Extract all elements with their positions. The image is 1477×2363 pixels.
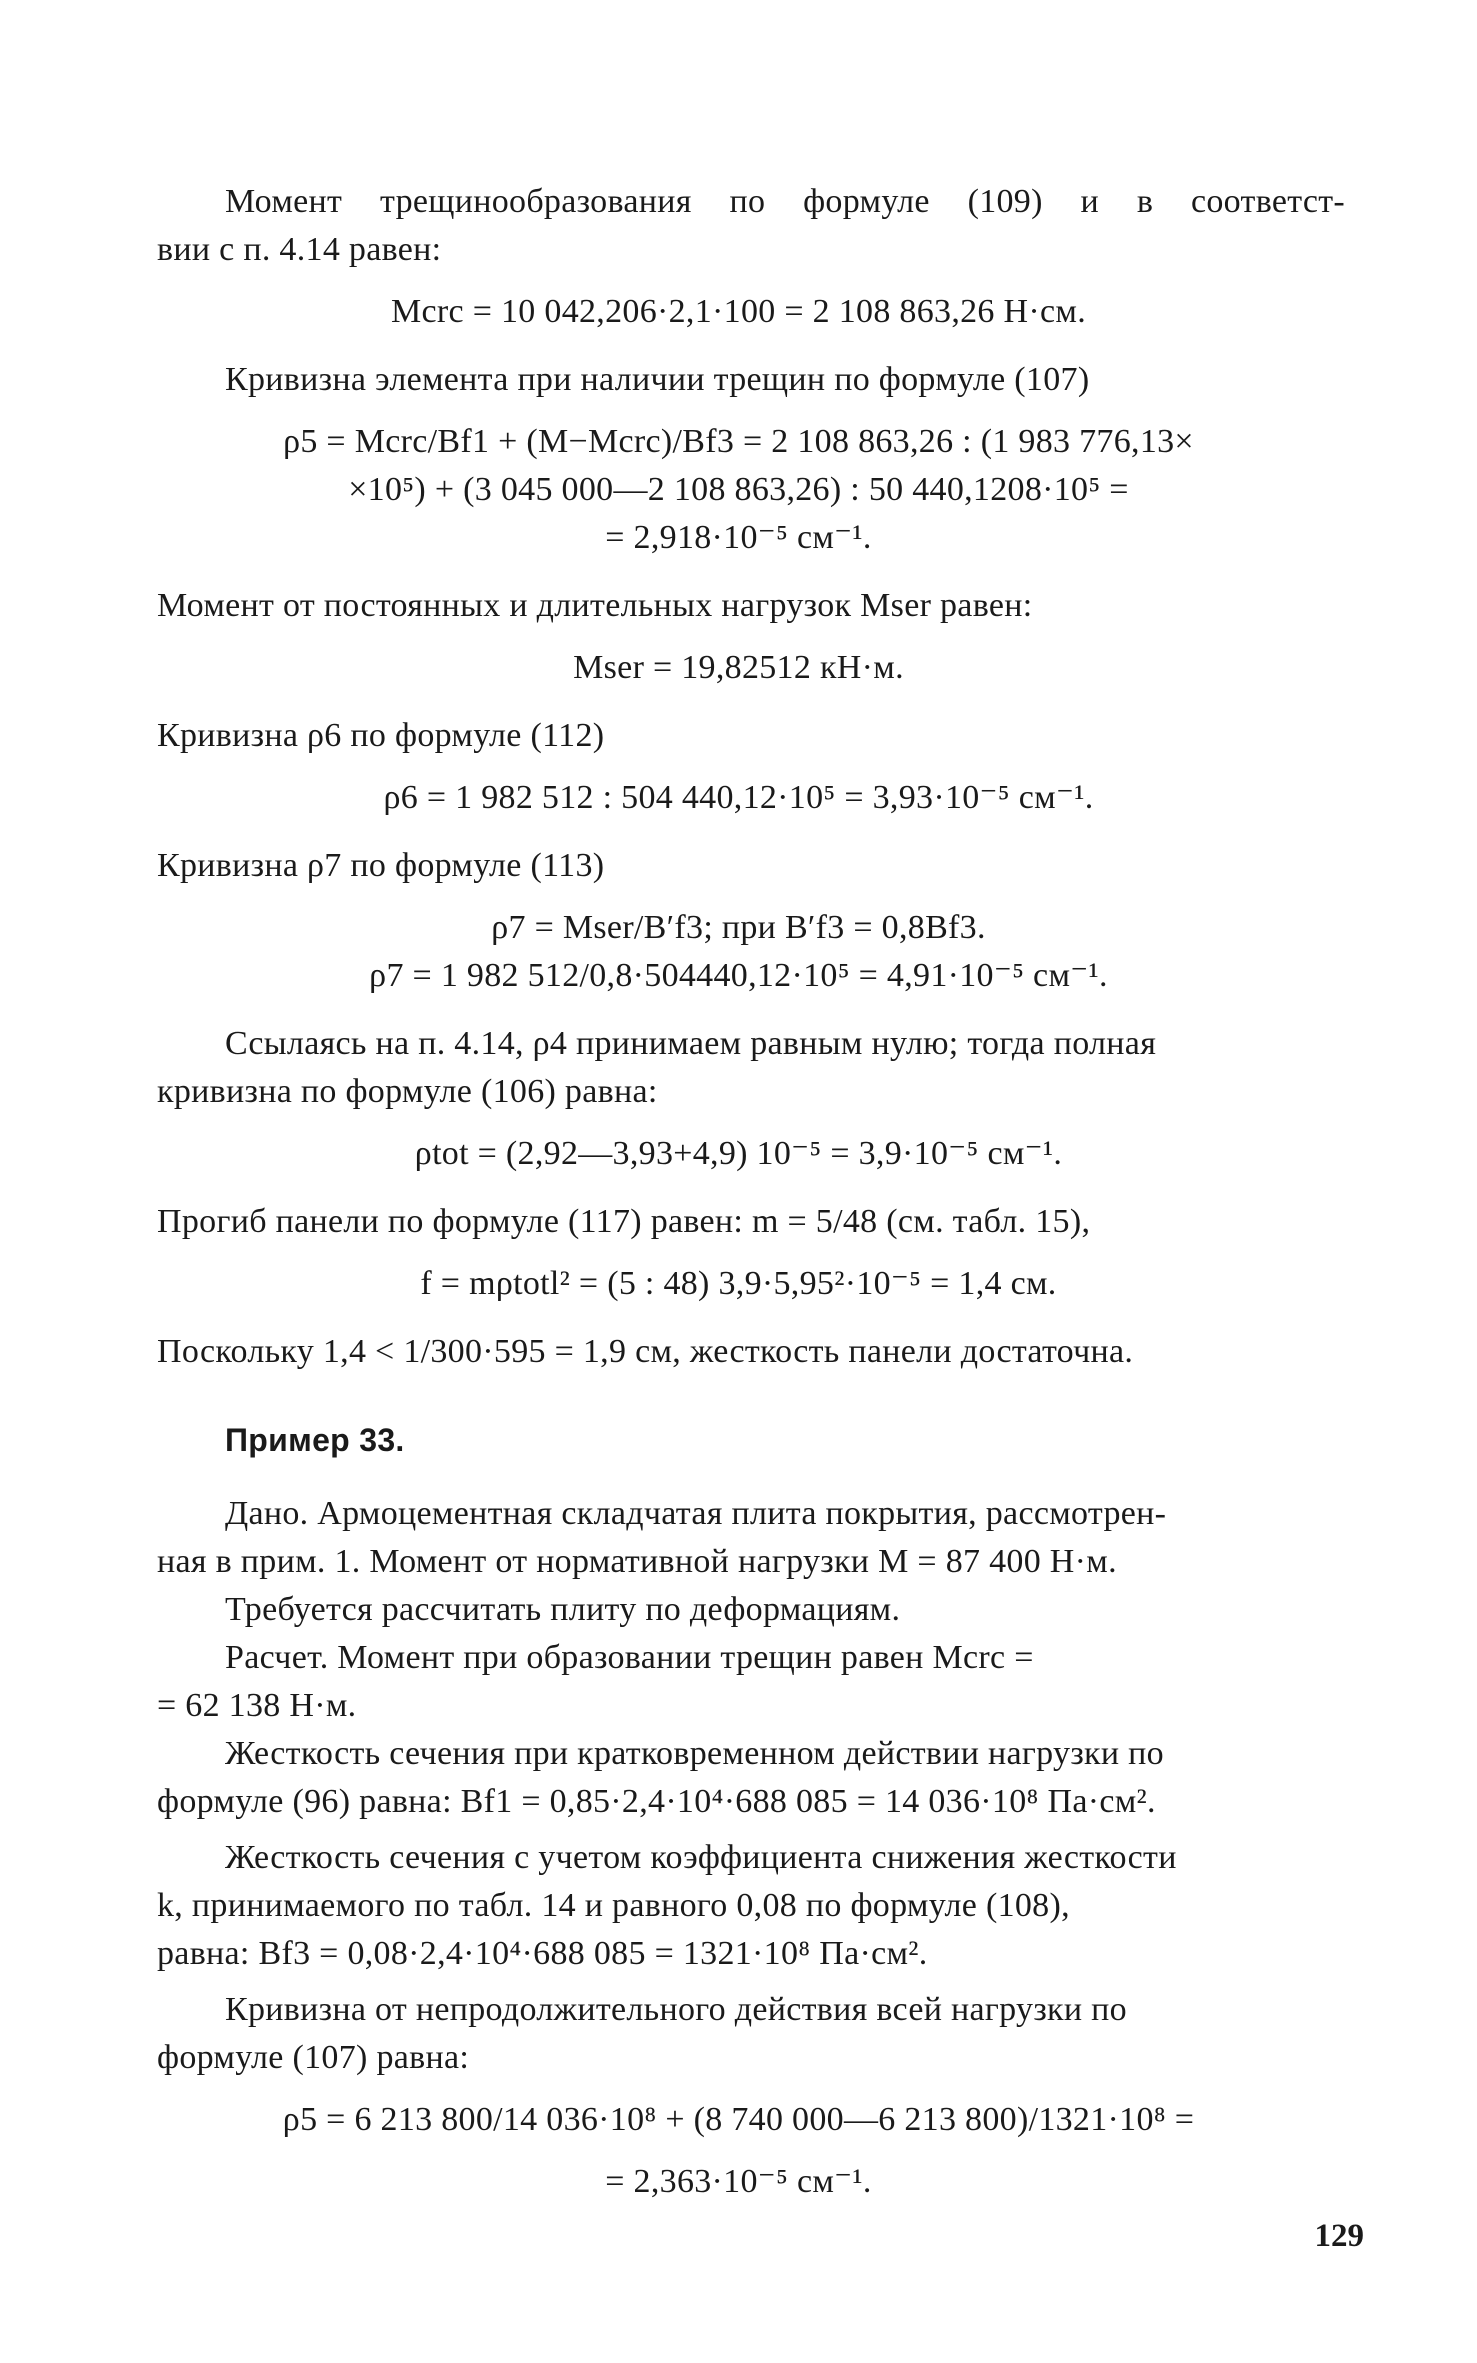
formula: ρ7 = 1 982 512/0,8·504440,12·10⁵ = 4,91·10⁻⁵ см⁻¹.	[369, 957, 1108, 994]
text-line: Кривизна от непродолжительного действия всей нагрузки по	[225, 1991, 1127, 2028]
text-line: Кривизна ρ6 по формуле (112)	[157, 717, 605, 754]
text-line: k, принимаемого по табл. 14 и равного 0,08 по формуле (108),	[157, 1887, 1070, 1924]
text-line: формуле (96) равна: Bf1 = 0,85·2,4·10⁴·688 085 = 14 036·10⁸ Па·см².	[157, 1783, 1156, 1820]
formula: ρ5 = Mcrc/Bf1 + (M−Mcrc)/Bf3 = 2 108 863,26 : (1 983 776,13×	[283, 423, 1194, 460]
text-line: Жесткость сечения при кратковременном действии нагрузки по	[225, 1735, 1164, 1772]
page-number: 129	[1314, 2218, 1364, 2254]
text-line: Прогиб панели по формуле (117) равен: m = 5/48 (см. табл. 15),	[157, 1203, 1091, 1240]
text-line: Кривизна ρ7 по формуле (113)	[157, 847, 605, 884]
formula: ρ5 = 6 213 800/14 036·10⁸ + (8 740 000—6 213 800)/1321·10⁸ =	[282, 2101, 1195, 2138]
formula: = 2,918·10⁻⁵ см⁻¹.	[605, 519, 872, 556]
text-line: Поскольку 1,4 < 1/300·595 = 1,9 см, жесткость панели достаточна.	[157, 1333, 1134, 1370]
text-line: Требуется рассчитать плиту по деформациям.	[225, 1591, 901, 1628]
formula: ρ7 = Mser/B′f3; при B′f3 = 0,8Bf3.	[491, 909, 986, 946]
text-line: Момент от постоянных и длительных нагрузок Mser равен:	[157, 587, 1033, 624]
text-line: ная в прим. 1. Момент от нормативной нагрузки M = 87 400 Н·м.	[157, 1543, 1117, 1580]
text-line: Дано. Армоцементная складчатая плита покрытия, рассмотрен-	[225, 1495, 1167, 1532]
formula: = 2,363·10⁻⁵ см⁻¹.	[605, 2163, 872, 2200]
formula: ρ6 = 1 982 512 : 504 440,12·10⁵ = 3,93·10⁻⁵ см⁻¹.	[383, 779, 1094, 816]
text-line: равна: Bf3 = 0,08·2,4·10⁴·688 085 = 1321·10⁸ Па·см².	[157, 1935, 928, 1972]
text-line: Расчет. Момент при образовании трещин равен Mcrc =	[225, 1639, 1034, 1676]
section-heading: Пример 33.	[225, 1422, 405, 1458]
text-line: Момент трещинообразования по формуле (109) и в соответст-	[225, 183, 1345, 220]
text-line: вии с п. 4.14 равен:	[157, 231, 442, 268]
formula: f = mρtotl² = (5 : 48) 3,9·5,95²·10⁻⁵ = 1,4 см.	[420, 1265, 1057, 1302]
formula: Mcrc = 10 042,206·2,1·100 = 2 108 863,26 Н·см.	[390, 293, 1086, 330]
formula: Mser = 19,82512 кН·м.	[573, 649, 904, 686]
text-line: Ссылаясь на п. 4.14, ρ4 принимаем равным нулю; тогда полная	[225, 1025, 1157, 1062]
text-line: Жесткость сечения с учетом коэффициента снижения жесткости	[225, 1839, 1177, 1876]
formula: ρtot = (2,92—3,93+4,9) 10⁻⁵ = 3,9·10⁻⁵ см⁻¹.	[414, 1135, 1063, 1172]
formula: ×10⁵) + (3 045 000—2 108 863,26) : 50 440,1208·10⁵ =	[348, 471, 1129, 508]
text-line: Кривизна элемента при наличии трещин по формуле (107)	[225, 361, 1090, 398]
text-line: формуле (107) равна:	[157, 2039, 470, 2076]
text-line: кривизна по формуле (106) равна:	[157, 1073, 658, 1110]
text-line: = 62 138 Н·м.	[157, 1687, 357, 1724]
